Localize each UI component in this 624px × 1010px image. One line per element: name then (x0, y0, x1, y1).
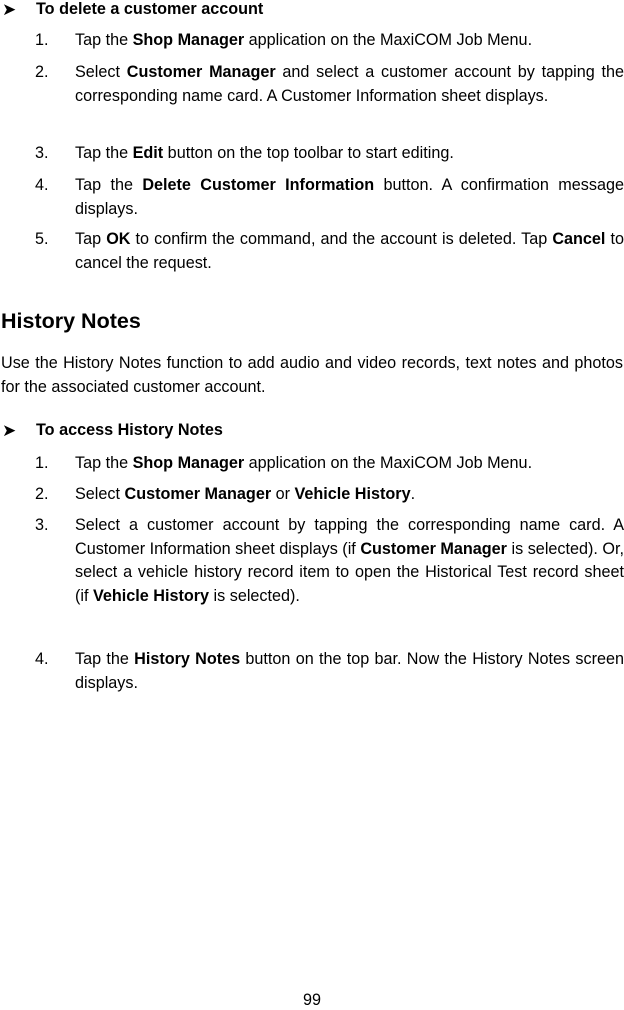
item-text: Tap the (75, 144, 133, 162)
item-number: 2. (35, 63, 49, 81)
bold-term: Delete Customer Information (142, 176, 375, 194)
arrow-bullet-icon: ➤ (2, 0, 17, 19)
item-text: to confirm the command, and the account is deleted. Tap (130, 230, 553, 248)
subheading: To access History Notes (36, 421, 223, 439)
bold-term: Customer Manager (360, 539, 507, 558)
item-text: is selected). (209, 586, 300, 605)
item-text: and select a customer account by tapping the corresponding name card. A Customer Information sheet displays. (75, 63, 624, 105)
list-item (35, 452, 624, 476)
item-number: 5. (35, 230, 49, 248)
list-item (35, 61, 624, 108)
item-number: 3. (35, 144, 49, 162)
list-item (35, 648, 624, 695)
bold-term: Vehicle History (92, 586, 210, 605)
bold-term: Customer Manager (124, 485, 272, 503)
item-text: or (271, 485, 295, 503)
item-text: is selected). Or, select a vehicle history record item to open the Historical Test record sheet (if (75, 539, 624, 605)
bold-term: Shop Manager (132, 31, 245, 49)
bold-term: Edit (132, 144, 164, 162)
bold-term: Shop Manager (132, 454, 245, 472)
item-number: 2. (35, 485, 49, 503)
item-text: Select (75, 485, 125, 503)
item-text: Tap the (75, 176, 143, 194)
page-number: 99 (302, 991, 321, 1009)
item-number: 4. (35, 650, 49, 668)
bold-term: Vehicle History (294, 485, 411, 503)
item-text: application on the MaxiCOM Job Menu. (244, 454, 533, 472)
bold-term: Cancel (552, 230, 606, 248)
item-text: to cancel the request. (75, 230, 624, 272)
item-text: button on the top bar. Now the History Notes screen displays. (75, 650, 624, 692)
bold-term: History Notes (134, 650, 241, 668)
item-text: application on the MaxiCOM Job Menu. (244, 31, 533, 49)
item-number: 3. (35, 516, 49, 534)
item-text: Tap the (75, 454, 133, 472)
item-text: Select a customer account by tapping the corresponding name card. A Customer Information sheet displays (if (75, 516, 624, 558)
item-text: Select (75, 63, 127, 81)
item-text: Tap the (75, 650, 135, 668)
subheading: To delete a customer account (36, 0, 264, 18)
item-number: 4. (35, 176, 49, 194)
item-text: Tap the (75, 31, 133, 49)
list-item (35, 142, 624, 166)
item-text: . (410, 485, 416, 503)
list-item (35, 514, 624, 608)
list-item (35, 29, 624, 53)
bold-term: OK (106, 230, 131, 248)
item-number: 1. (35, 454, 49, 472)
item-text: Tap (75, 230, 107, 248)
list-item (35, 483, 624, 507)
section-heading: History Notes (1, 309, 141, 333)
bold-term: Customer Manager (126, 63, 276, 81)
arrow-bullet-icon: ➤ (2, 421, 17, 440)
list-item (35, 174, 624, 221)
item-text: button. A confirmation message displays. (75, 176, 624, 218)
list-item (35, 228, 624, 275)
item-number: 1. (35, 31, 49, 49)
intro-paragraph: Use the History Notes function to add audio and video records, text notes and photos for the associated customer account. (1, 354, 623, 396)
item-text: button on the top toolbar to start editing. (163, 144, 454, 162)
